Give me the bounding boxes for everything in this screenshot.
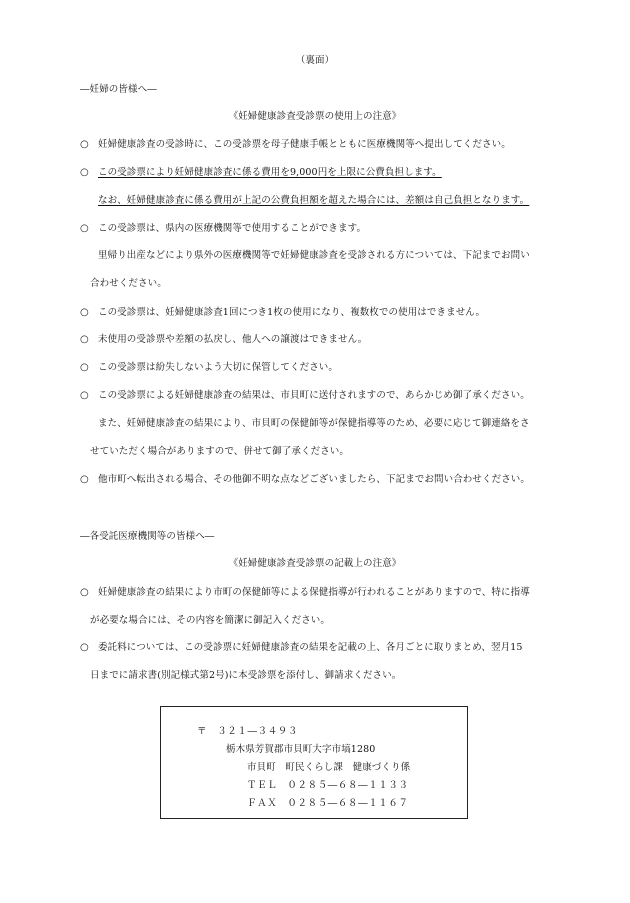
section1-subheading: 《妊婦健康診査受診票の使用上の注意》 [228, 111, 402, 122]
section1-heading: ―妊婦の皆様へ― [80, 84, 157, 95]
department: 市貝町 町民くらし課 健康づくり係 [247, 762, 411, 773]
notice-item-subsidy-note: なお、妊婦健康診査に係る費用が上記の公費負担額を超えた場合には、差額は自己負担となります。 [98, 195, 530, 206]
bullet-icon: ○ [80, 167, 89, 178]
bullet-icon: ○ [80, 474, 89, 485]
bullet-icon: ○ [80, 307, 89, 318]
page-title: （裏面） [295, 55, 335, 66]
notice-item-subsidy: この受診票により妊婦健康診査に係る費用を9,000円を上限に公費負担します。 [98, 167, 442, 178]
notice-item: この受診票による妊婦健康診査の結果は、市貝町に送付されますので、あらかじめ御了承ください。 [98, 390, 530, 401]
address: 栃木県芳賀郡市貝町大字市塙1280 [226, 744, 376, 755]
notice-item: 委託料については、この受診票に妊婦健康診査の結果を記載の上、各月ごとに取りまとめ、翌月15 [98, 642, 523, 653]
notice-item-continuation: 里帰り出産などにより県外の医療機関等で妊婦健康診査を受診される方については、下記までお問い [98, 250, 530, 261]
postal-code: 〒 ３２１―３４９３ [197, 726, 299, 737]
notice-item: 他市町へ転出される場合、その他御不明な点などございましたら、下記までお問い合わせください。 [98, 474, 531, 485]
section2-subheading: 《妊婦健康診査受診票の記載上の注意》 [228, 558, 402, 569]
notice-item: 妊婦健康診査の受診時に、この受診票を母子健康手帳とともに医療機関等へ提出してください。 [98, 139, 511, 150]
notice-item-continuation: が必要な場合には、その内容を簡潔に御記入ください。 [90, 615, 331, 626]
notice-item: この受診票は紛失しないよう大切に保管してください。 [98, 362, 339, 373]
contact-box [160, 706, 468, 819]
fax-number: ＦＡＸ ０２８５―６８―１１６７ [247, 798, 409, 809]
notice-item: 未使用の受診票や差額の払戻し、他人への譲渡はできません。 [98, 334, 368, 345]
notice-item: 妊婦健康診査の結果により市町の保健師等による保健指導が行われることがありますので、特に指導 [98, 587, 530, 598]
bullet-icon: ○ [80, 223, 89, 234]
bullet-icon: ○ [80, 642, 89, 653]
phone-number: ＴＥＬ ０２８５―６８―１１３３ [247, 780, 409, 791]
section2-heading: ―各受託医療機関等の皆様へ― [80, 531, 215, 542]
notice-item: この受診票は、県内の医療機関等で使用することができます。 [98, 223, 367, 234]
notice-item: この受診票は、妊婦健康診査1回につき1枚の使用になり、複数枚での使用はできません。 [98, 307, 486, 318]
notice-item-continuation: 日までに請求書(別記様式第2号)に本受診票を添付し、御請求ください。 [90, 670, 402, 681]
bullet-icon: ○ [80, 362, 89, 373]
bullet-icon: ○ [80, 334, 89, 345]
bullet-icon: ○ [80, 587, 89, 598]
notice-item-continuation: 合わせください。 [90, 278, 167, 289]
notice-item-continuation: せていただく場合がありますので、併せて御了承ください。 [90, 446, 350, 457]
bullet-icon: ○ [80, 390, 89, 401]
notice-item-continuation: また、妊婦健康診査の結果により、市貝町の保健師等が保健指導等のため、必要に応じて御連絡をさ [98, 418, 530, 429]
bullet-icon: ○ [80, 139, 89, 150]
